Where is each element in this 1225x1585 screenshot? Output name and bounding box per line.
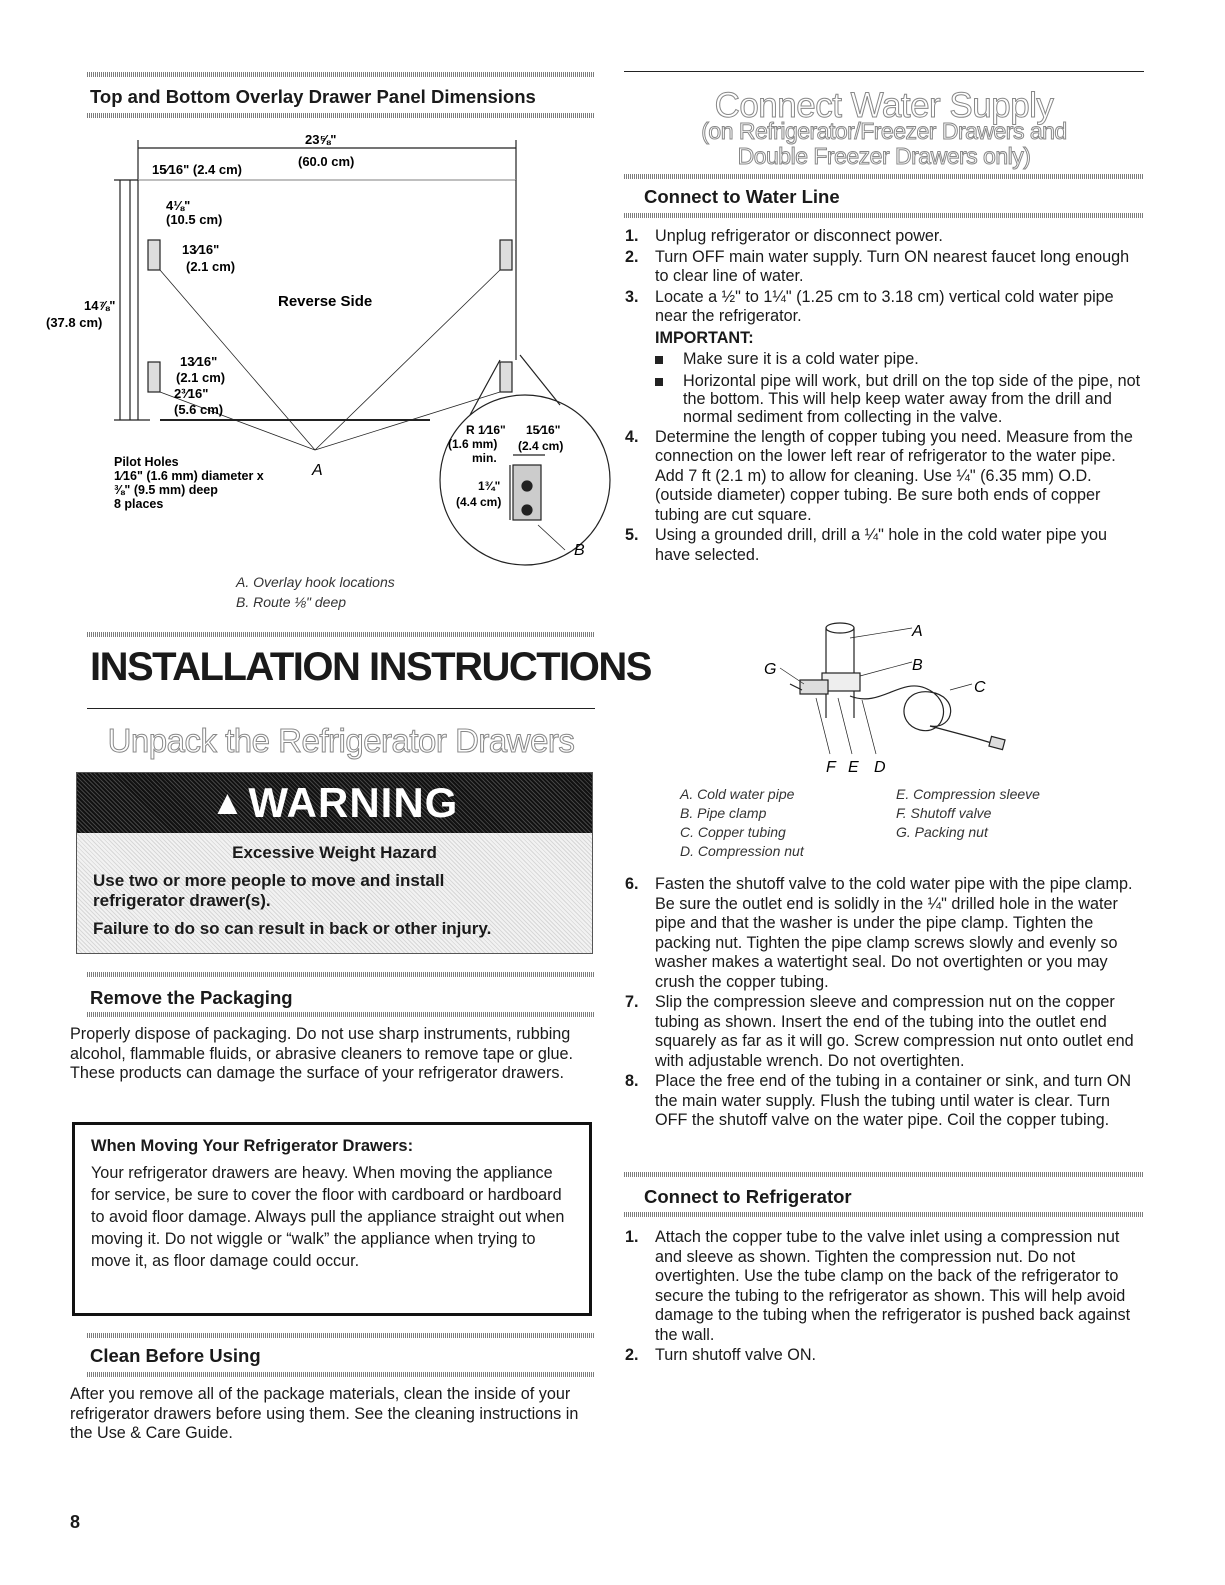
detail-w-cm: (2.4 cm) (518, 439, 564, 453)
label-a: A (312, 462, 323, 479)
fig-letter-a: A (912, 623, 923, 640)
remove-packaging-heading: Remove the Packaging (90, 987, 293, 1008)
warning-line-1: Use two or more people to move and install refrigerator drawer(s). (93, 871, 445, 910)
clean-heading: Clean Before Using (90, 1345, 261, 1366)
refrigerator-heading: Connect to Refrigerator (644, 1186, 852, 1207)
radius-min: min. (472, 451, 497, 465)
dim-width-cm: (60.0 cm) (298, 154, 355, 169)
water-line-steps-continued (625, 875, 1143, 1132)
divider (87, 113, 595, 118)
diagram-caption-a: A. Overlay hook locations (236, 574, 395, 590)
dim-bottom-in: 2³⁄16" (174, 386, 209, 401)
step-1: 1. Attach the copper tube to the valve inlet using a compression nut and sleeve as shown. Tighten the compression nut. Do not overtighten. Use the tube clamp on the back of the refrigerator to secure the tubing to the refrigerator as shown. This will help avoid damage to the tubing when the refrigerator is pushed back against the wall. (625, 1228, 1131, 1344)
fig-captions-left: A. Cold water pipe B. Pipe clamp C. Copper tubing D. Compression nut (680, 786, 804, 859)
water-line-heading: Connect to Water Line (644, 186, 840, 207)
divider (87, 1372, 595, 1377)
dim-pilot-cm: (2.1 cm) (186, 259, 236, 274)
moving-box-text: Your refrigerator drawers are heavy. When moving the appliance for service, be sure to cover the floor with cardboard or hardboard to avoid floor damage. Always pull the appliance straight out when moving it. Do not wiggle or “walk” the appliance when trying to move it, as floor damage could occur. (91, 1164, 565, 1270)
divider (624, 1212, 1144, 1217)
dim-top-cm: (10.5 cm) (166, 212, 223, 227)
fig-letter-g: G (764, 661, 777, 678)
fig-letter-b: B (912, 657, 923, 674)
page-number: 8 (70, 1512, 81, 1532)
moving-box-heading: When Moving Your Refrigerator Drawers: (91, 1137, 414, 1155)
fig-captions-right: E. Compression sleeve F. Shutoff valve G. Packing nut (896, 786, 1040, 840)
dim-edge: 15⁄16" (2.4 cm) (152, 162, 242, 177)
step-6: 6. Fasten the shutoff valve to the cold water pipe with the pipe clamp. Be sure the outlet end is solidly in the ¼" drilled hole in the water pipe and that the washer is under the pipe clamp. Tighten the packing nut. Tighten the pipe clamp screws slowly and evenly so washer makes a watertight seal. Do not overtighten or you may crush the copper tubing. (625, 875, 1133, 991)
unpack-title: Unpack the Refrigerator Drawers (107, 722, 575, 759)
dim-height-in: 14⅞" (84, 298, 116, 313)
fig-letter-d: D (874, 759, 886, 776)
connect-water-title: Connect Water Supply (714, 86, 1054, 125)
dimensions-heading: Top and Bottom Overlay Drawer Panel Dimensions (90, 86, 536, 107)
step-1: 1. Unplug refrigerator or disconnect power. (625, 227, 943, 245)
step-8: 8. Place the free end of the tubing in a container or sink, and turn ON the main water supply. Flush the tubing until water is clear. Turn OFF the shutoff valve on the water pipe. Coil the copper tubing. (625, 1072, 1132, 1129)
step-3: 3. Locate a ½" to 1¼" (1.25 cm to 3.18 cm) vertical cold water pipe near the refrigerator. (625, 287, 1114, 325)
pilot-holes-2: 1⁄16" (1.6 mm) diameter x (114, 469, 264, 483)
step-5: 5. Using a grounded drill, drill a ¼" hole in the cold water pipe you have selected. (625, 526, 1108, 564)
pilot-holes-1: Pilot Holes (114, 455, 179, 469)
water-line-steps (625, 227, 1143, 566)
dim-bottom-gap-in: 13⁄16" (180, 354, 218, 369)
important-bullet: Make sure it is a cold water pipe. (625, 350, 1143, 370)
reverse-side-label: Reverse Side (278, 293, 373, 310)
important-label: IMPORTANT: (655, 328, 754, 347)
warning-triangle-icon: ▲ (210, 783, 245, 822)
important-bullet: Horizontal pipe will work, but drill on the top side of the pipe, not the bottom. This will help keep water away from the drill and normal sediment from collecting in the valve. (625, 372, 1143, 426)
diagram-caption-b: B. Route ⅛" deep (236, 594, 347, 610)
detail-h-in: 1¾" (478, 479, 501, 493)
dim-bottom-gap-cm: (2.1 cm) (176, 370, 226, 385)
warning-banner-text: WARNING (248, 779, 459, 826)
dim-top-in: 4⅛" (166, 198, 191, 213)
dim-width-in: 23⅝" (305, 132, 337, 147)
divider (87, 632, 595, 637)
label-b: B (574, 542, 585, 559)
hazard-title: Excessive Weight Hazard (232, 843, 437, 862)
dim-pilot-in: 13⁄16" (182, 242, 220, 257)
remove-packaging-text: Properly dispose of packaging. Do not use sharp instruments, rubbing alcohol, flammable fluids, or abrasive cleaners to remove tape or glue. These products can damage the surface of your refrigerator drawers. (70, 1025, 573, 1082)
divider (624, 1172, 1144, 1177)
fig-letter-f: F (826, 759, 836, 776)
drawer-panel-diagram (46, 130, 600, 600)
moving-box (72, 1122, 592, 1316)
divider (624, 213, 1144, 218)
divider (624, 71, 1144, 72)
clean-text: After you remove all of the package materials, clean the inside of your refrigerator drawers before using them. See the cleaning instructions in the Use & Care Guide. (70, 1385, 579, 1442)
radius-mm: (1.6 mm) (448, 437, 498, 451)
warning-banner (77, 773, 592, 833)
warning-line-2: Failure to do so can result in back or other injury. (93, 919, 492, 938)
fig-letter-c: C (974, 679, 986, 696)
radius-label: R 1⁄16" (466, 423, 506, 437)
dim-bottom-cm: (5.6 cm) (174, 402, 224, 417)
divider (624, 174, 1144, 179)
divider (87, 1012, 595, 1017)
connect-water-subtitle-2: Double Freezer Drawers only) (737, 143, 1031, 169)
detail-w-in: 15⁄16" (526, 423, 561, 437)
installation-title: INSTALLATION INSTRUCTIONS (90, 645, 651, 689)
pilot-holes-3: ⅜" (9.5 mm) deep (114, 483, 218, 497)
step-2: 2. Turn OFF main water supply. Turn ON nearest faucet long enough to clear line of water. (625, 247, 1130, 285)
dim-height-cm: (37.8 cm) (46, 315, 103, 330)
divider (87, 708, 595, 709)
step-2: 2. Turn shutoff valve ON. (625, 1346, 817, 1364)
divider (87, 972, 595, 977)
step-7: 7. Slip the compression sleeve and compression nut on the copper tubing as shown. Insert the end of the tubing into the outlet end squarely as far as it will go. Screw compression nut onto outlet end with adjustable wrench. Do not overtighten. (625, 993, 1134, 1070)
divider (87, 72, 595, 77)
fig-letter-e: E (848, 759, 859, 776)
connect-water-subtitle-1: (on Refrigerator/Freezer Drawers and (701, 118, 1067, 144)
refrigerator-steps (625, 1228, 1143, 1367)
step-4: 4. Determine the length of copper tubing you need. Measure from the connection on the lower left rear of refrigerator to the water pipe. Add 7 ft (2.1 m) to allow for cleaning. Use ¼" (6.35 mm) O.D. (outside diameter) copper tubing. Be sure both ends of copper tubing are cut square. (625, 427, 1133, 524)
warning-box (76, 772, 593, 954)
water-pipe-figure (750, 618, 1050, 778)
pilot-holes-4: 8 places (114, 497, 164, 511)
detail-h-cm: (4.4 cm) (456, 495, 502, 509)
divider (87, 1333, 595, 1338)
